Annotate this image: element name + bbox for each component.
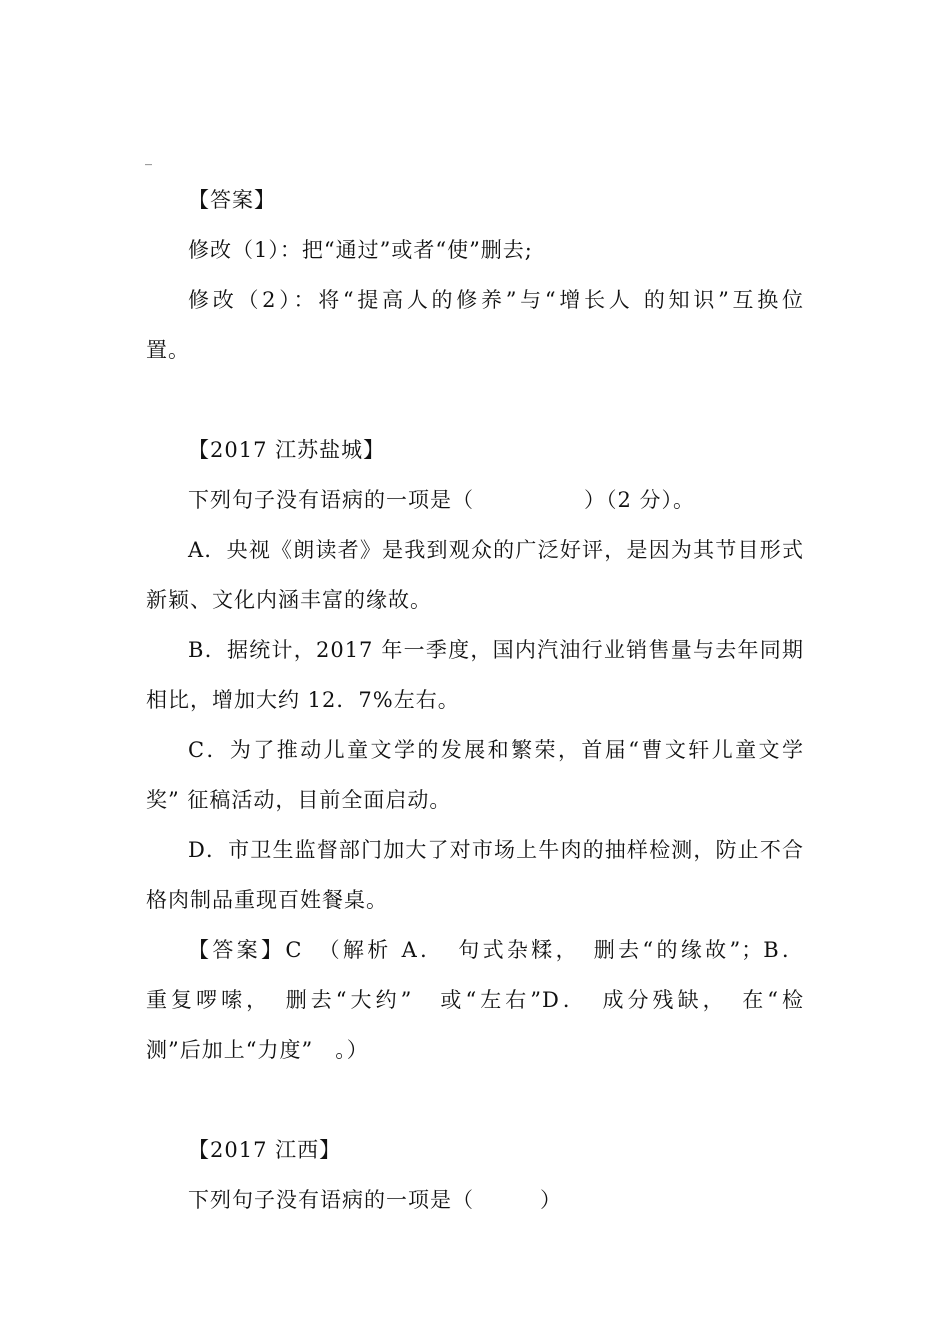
option-a-line1: A．央视《朗读者》是我到观众的广泛好评，是因为其节目形式 (188, 538, 804, 562)
fix-2-text-line2: 置。 (146, 338, 190, 362)
fix-1-text: 修改（1）：把“通过”或者“使”删去; (188, 238, 533, 262)
question-text: 下列句子没有语病的一项是（ ）（2 分）。 (188, 488, 696, 512)
answer-heading: 【答案】 (188, 188, 276, 212)
question-text-jiangxi: 下列句子没有语病的一项是（ ） (188, 1188, 562, 1212)
fix-2-text-line1: 修改（2）：将“提高人的修养”与“增长人 的知识”互换位 (188, 288, 804, 312)
answer-explanation-line2: 重复啰嗦， 删去“大约” 或“左右”D． 成分残缺， 在“检 (146, 988, 804, 1012)
section-heading-jiangxi: 【2017 江西】 (188, 1138, 342, 1162)
answer-explanation-line1: 【答案】C （解析 A． 句式杂糅， 删去“的缘故”；B． (188, 938, 804, 962)
section-heading-jiangsu-yancheng: 【2017 江苏盐城】 (188, 438, 386, 462)
option-c-line1: C．为了推动儿童文学的发展和繁荣，首届“曹文轩儿童文学 (188, 738, 804, 762)
top-mark: _ (145, 150, 152, 166)
option-c-line2: 奖” 征稿活动，目前全面启动。 (146, 788, 452, 812)
option-d-line1: D．市卫生监督部门加大了对市场上牛肉的抽样检测，防止不合 (188, 838, 804, 862)
answer-explanation-line3: 测”后加上“力度” 。） (146, 1038, 369, 1062)
option-a-line2: 新颖、文化内涵丰富的缘故。 (146, 588, 432, 612)
option-b-line2: 相比，增加大约 12．7%左右。 (146, 688, 460, 712)
option-b-line1: B．据统计，2017 年一季度，国内汽油行业销售量与去年同期 (188, 638, 804, 662)
option-d-line2: 格肉制品重现百姓餐桌。 (146, 888, 388, 912)
